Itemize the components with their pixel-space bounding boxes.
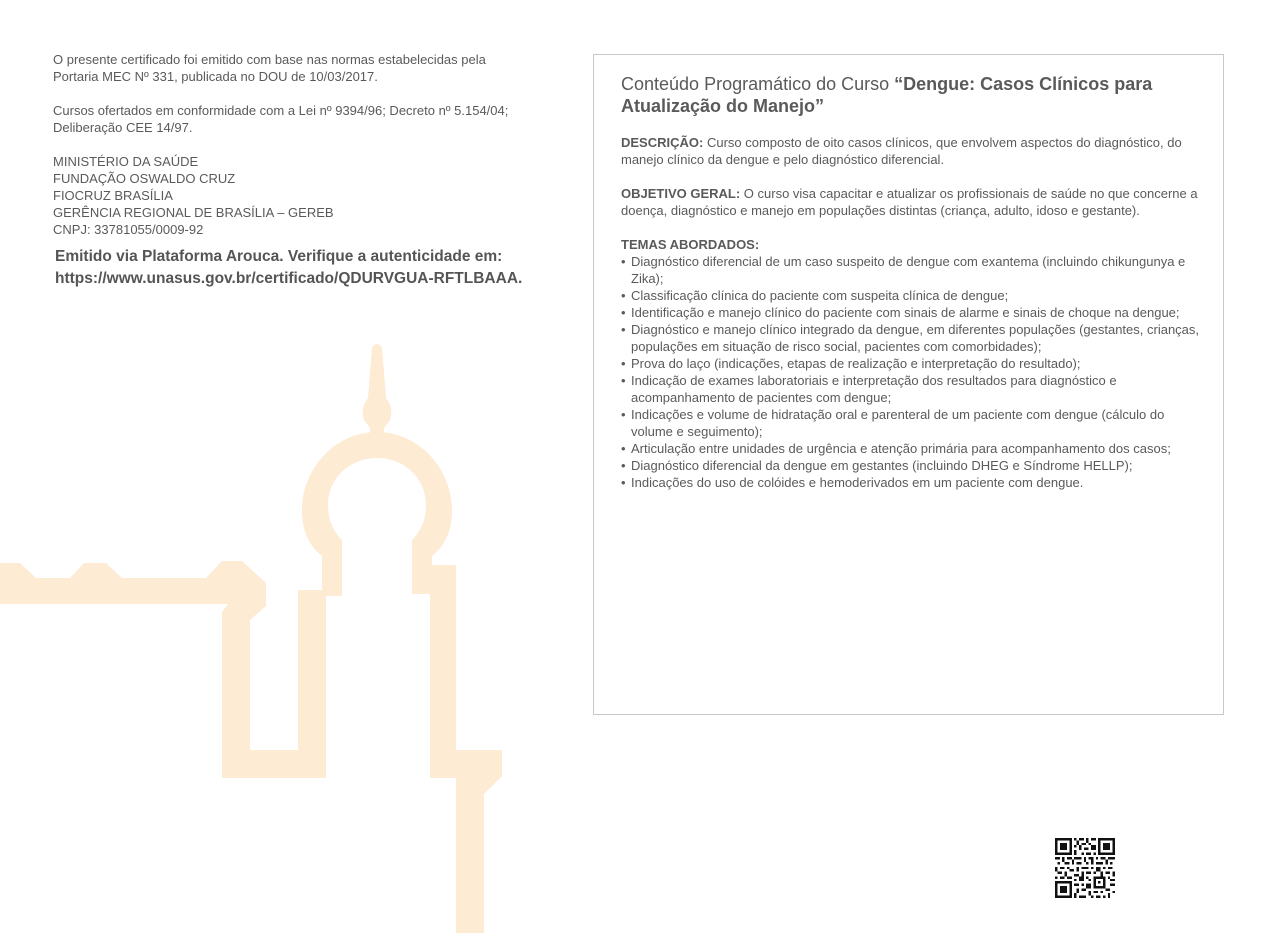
list-item: • Indicações e volume de hidratação oral e parenteral de um paciente com dengue (cálculo do volume e seguimento); xyxy=(621,406,1203,440)
verification-text: Emitido via Plataforma Arouca. Verifique a autenticidade em: xyxy=(55,248,503,265)
text-line: Deliberação CEE 14/97. xyxy=(53,120,193,135)
course-name: “Dengue: Casos Clínicos para Atualização do Manejo” xyxy=(621,74,1153,116)
text-line: Portaria MEC Nº 331, publicada no DOU de 10/03/2017. xyxy=(53,69,378,84)
objective-text: O curso visa capacitar e atualizar os profissionais de saúde no que concerne a doença, diagnóstico e manejo em populações distintas (criança, adulto, idoso e gestante). xyxy=(621,186,1198,218)
objective-paragraph xyxy=(621,185,1203,219)
list-item: • Indicações do uso de colóides e hemoderivados em um paciente com dengue. xyxy=(621,474,1203,491)
list-item: • Diagnóstico diferencial de um caso suspeito de dengue com exantema (incluindo chikungunya e Zika); xyxy=(621,253,1203,287)
list-item: • Classificação clínica do paciente com suspeita clínica de dengue; xyxy=(621,287,1203,304)
institution-name: GERÊNCIA REGIONAL DE BRASÍLIA – GEREB xyxy=(53,205,334,220)
institution-name: FIOCRUZ BRASÍLIA xyxy=(53,188,173,203)
description-label: DESCRIÇÃO: xyxy=(621,135,704,150)
list-item: • Identificação e manejo clínico do paciente com sinais de alarme e sinais de choque na dengue; xyxy=(621,304,1203,321)
list-item: • Prova do laço (indicações, etapas de realização e interpretação do resultado); xyxy=(621,355,1203,372)
text-line: O presente certificado foi emitido com base nas normas estabelecidas pela xyxy=(53,52,486,67)
topics-label: TEMAS ABORDADOS: xyxy=(621,237,760,252)
list-item: • Articulação entre unidades de urgência e atenção primária para acompanhamento dos casos; xyxy=(621,440,1203,457)
program-title-prefix: Conteúdo Programático do Curso xyxy=(621,74,895,94)
institutions-paragraph xyxy=(53,153,553,238)
description-text: Curso composto de oito casos clínicos, que envolvem aspectos do diagnóstico, do manejo clínico da dengue e pelo diagnóstico diferencial. xyxy=(621,135,1182,167)
list-item: • Diagnóstico diferencial da dengue em gestantes (incluindo DHEG e Síndrome HELLP); xyxy=(621,457,1203,474)
qr-code-icon[interactable] xyxy=(1055,838,1115,898)
list-item: • Diagnóstico e manejo clínico integrado da dengue, em diferentes populações (gestantes, crianças, populações em situação de risco social, pacientes com comorbidades); xyxy=(621,321,1203,355)
program-title xyxy=(621,73,1203,117)
objective-label: OBJETIVO GERAL: xyxy=(621,186,741,201)
text-line: Cursos ofertados em conformidade com a Lei nº 9394/96; Decreto nº 5.154/04; xyxy=(53,103,509,118)
topics-list xyxy=(621,253,1203,491)
norms-paragraph xyxy=(53,51,553,85)
list-item: • Indicação de exames laboratoriais e interpretação dos resultados para diagnóstico e acompanhamento de pacientes com dengue; xyxy=(621,372,1203,406)
description-paragraph xyxy=(621,134,1203,168)
law-paragraph xyxy=(53,102,553,136)
cnpj: CNPJ: 33781055/0009-92 xyxy=(53,222,204,237)
verification-url[interactable]: https://www.unasus.gov.br/certificado/QDURVGUA-RFTLBAAA. xyxy=(55,270,523,287)
institution-name: FUNDAÇÃO OSWALDO CRUZ xyxy=(53,171,236,186)
verification-notice xyxy=(55,246,553,290)
institution-name: MINISTÉRIO DA SAÚDE xyxy=(53,154,199,169)
course-program-box xyxy=(593,54,1224,715)
certificate-legal-info xyxy=(53,51,553,290)
